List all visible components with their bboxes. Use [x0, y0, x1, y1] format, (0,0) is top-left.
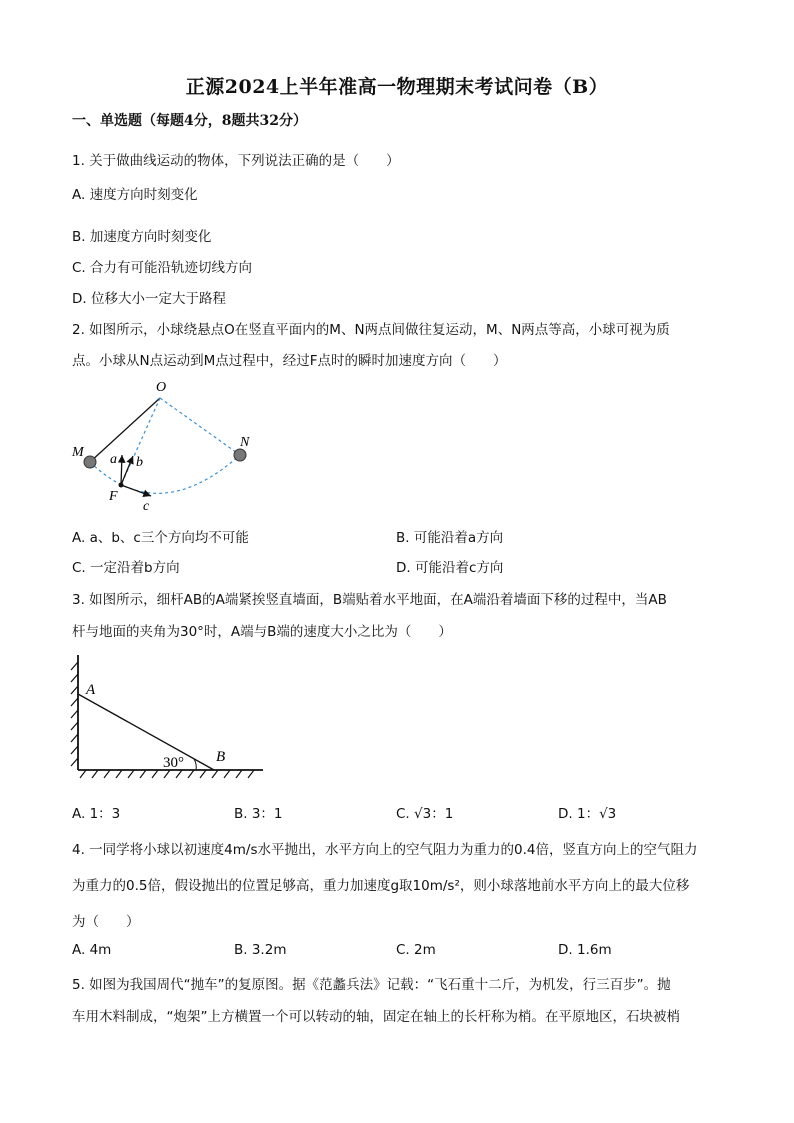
- label-c: c: [143, 499, 150, 513]
- arrow-b: [121, 456, 133, 485]
- q2-option-a: A. a、b、c三个方向均不可能: [72, 530, 249, 546]
- label-n: N: [240, 435, 250, 450]
- q5-stem-line2: 车用木料制成，“炮架”上方横置一个可以转动的轴，固定在轴上的长杆称为梢。在平原地区，石块被梢: [72, 1009, 680, 1025]
- dashed-on: [160, 398, 240, 455]
- label-b: B: [216, 749, 226, 765]
- q4-option-c: C. 2m: [396, 942, 436, 958]
- section-heading: 一、单选题（每题4分，8题共32分）: [72, 113, 307, 129]
- ball-m: [84, 456, 96, 468]
- q2-stem-line2: 点。小球从N点运动到M点过程中，经过F点时的瞬时加速度方向（ ）: [72, 353, 507, 369]
- arrow-a: [121, 455, 122, 485]
- q2-option-b: B. 可能沿着a方向: [396, 530, 504, 546]
- label-angle: 30°: [163, 755, 184, 771]
- q5-stem-line1: 5. 如图为我国周代“抛车”的复原图。据《范蠡兵法》记载：“飞石重十二斤，为机发，行三百步”。抛: [72, 977, 671, 993]
- q3-stem-line2: 杆与地面的夹角为30°时，A端与B端的速度大小之比为（ ）: [72, 624, 452, 640]
- q2-option-c: C. 一定沿着b方向: [72, 560, 180, 576]
- arrow-c: [121, 485, 151, 496]
- q3-rod-figure: [68, 650, 268, 782]
- q2-stem-line1: 2. 如图所示，小球绕悬点O在竖直平面内的M、N两点间做往复运动，M、N两点等高，小球可视为质: [72, 322, 670, 338]
- q1-option-a: A. 速度方向时刻变化: [72, 187, 198, 203]
- q3-option-d: D. 1：√3: [558, 806, 617, 822]
- label-o: O: [156, 380, 167, 395]
- q2-pendulum-figure: [60, 378, 270, 513]
- q3-option-a: A. 1：3: [72, 806, 121, 822]
- page-title: 正源2024上半年准高一物理期末考试问卷（B）: [185, 76, 609, 98]
- q1-option-d: D. 位移大小一定大于路程: [72, 291, 226, 307]
- q3-option-c: C. √3：1: [396, 806, 454, 822]
- q3-option-b: B. 3：1: [234, 806, 283, 822]
- q3-stem-line1: 3. 如图所示，细杆AB的A端紧挨竖直墙面，B端贴着水平地面，在A端沿着墙面下移的过程中，当AB: [72, 592, 667, 608]
- q4-option-a: A. 4m: [72, 942, 112, 958]
- label-b: b: [136, 455, 143, 470]
- label-m: M: [72, 445, 84, 460]
- label-a: A: [86, 682, 96, 698]
- q4-stem-line1: 4. 一同学将小球以初速度4m/s水平抛出，水平方向上的空气阻力为重力的0.4倍，竖直方向上的空气阻力: [72, 842, 698, 858]
- q1-option-b: B. 加速度方向时刻变化: [72, 229, 212, 245]
- ball-n: [234, 449, 246, 461]
- q2-option-d: D. 可能沿着c方向: [396, 560, 504, 576]
- string-om: [90, 398, 160, 462]
- q1-stem: 1. 关于做曲线运动的物体，下列说法正确的是（ ）: [72, 153, 400, 169]
- q1-option-c: C. 合力有可能沿轨迹切线方向: [72, 260, 253, 276]
- rod-ab: [78, 694, 214, 770]
- q4-option-d: D. 1.6m: [558, 942, 612, 958]
- q4-stem-line3: 为（ ）: [72, 914, 140, 930]
- label-f: F: [109, 489, 118, 504]
- q4-option-b: B. 3.2m: [234, 942, 287, 958]
- q4-stem-line2: 为重力的0.5倍，假设抛出的位置足够高，重力加速度g取10m/s²，则小球落地前水平方向上的最大位移: [72, 878, 690, 894]
- label-a: a: [110, 452, 117, 467]
